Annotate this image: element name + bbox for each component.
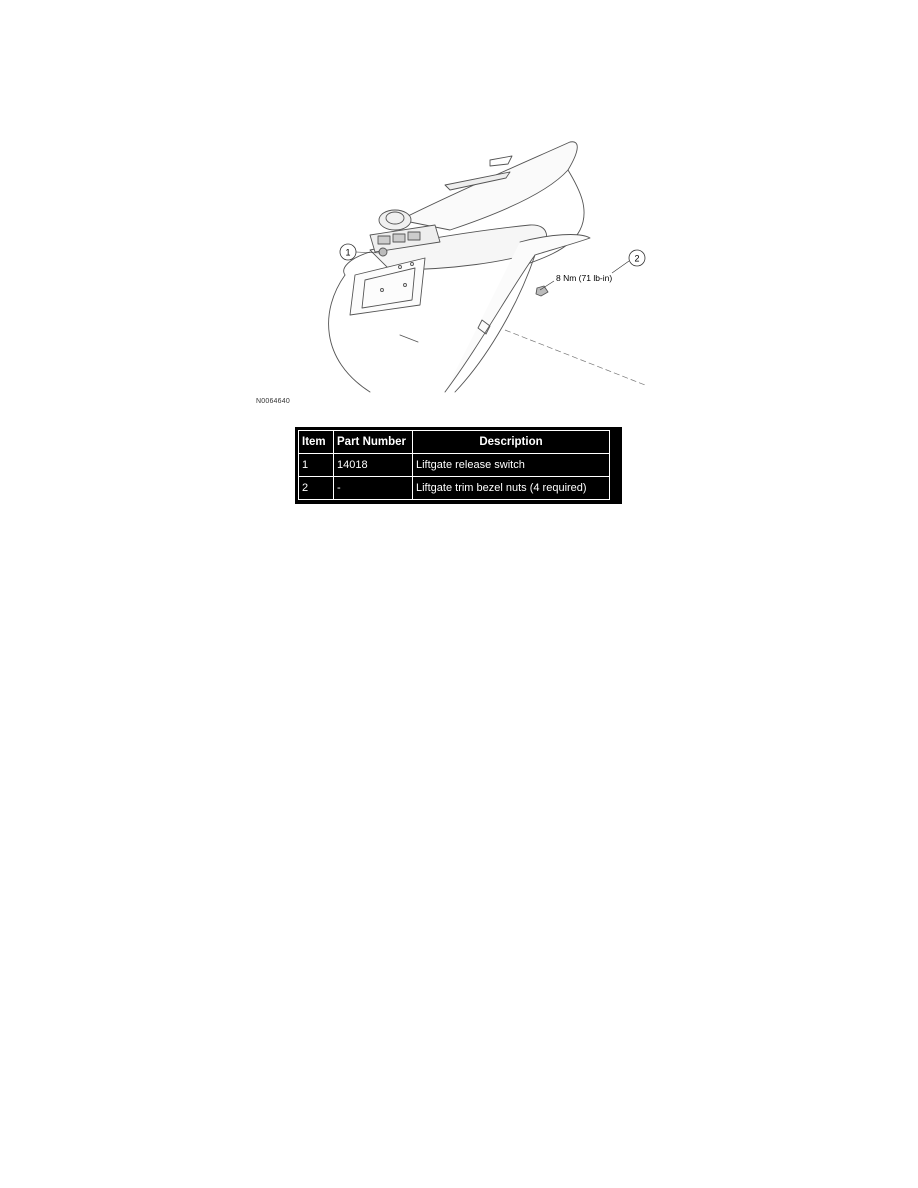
parts-table — [298, 430, 610, 500]
callout-1-number: 1 — [345, 247, 351, 258]
header-part-number: Part Number — [334, 431, 413, 454]
cell-item: 1 — [299, 454, 334, 477]
liftgate-illustration — [250, 130, 660, 398]
cell-part-number: - — [334, 477, 413, 500]
table-row — [299, 477, 610, 500]
cell-item: 2 — [299, 477, 334, 500]
parts-table-frame — [295, 427, 622, 504]
callout-2-number: 2 — [634, 253, 640, 264]
header-description: Description — [413, 431, 610, 454]
torque-label: 8 Nm (71 lb-in) — [556, 273, 613, 283]
callout-2 — [540, 250, 645, 290]
cell-part-number: 14018 — [334, 454, 413, 477]
header-item: Item — [299, 431, 334, 454]
cell-description: Liftgate release switch — [413, 454, 610, 477]
table-row — [299, 454, 610, 477]
table-header-row — [299, 431, 610, 454]
cell-description: Liftgate trim bezel nuts (4 required) — [413, 477, 610, 500]
figure-id: N0064640 — [256, 398, 290, 405]
